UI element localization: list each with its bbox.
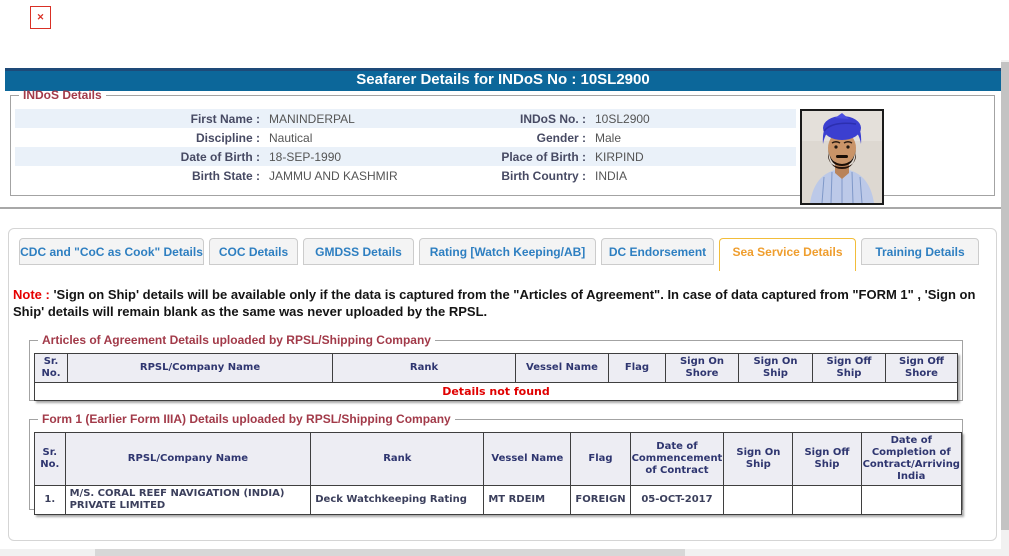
- column-header: Rank: [333, 354, 516, 383]
- empty-row: [35, 383, 958, 401]
- field-label: Date of Birth :: [180, 149, 260, 164]
- field-label: Discipline :: [195, 130, 260, 145]
- tab-coc-details[interactable]: COC Details: [209, 238, 298, 265]
- articles-header-row: [35, 354, 958, 383]
- broken-image-glyph: ✕: [36, 12, 45, 22]
- field-label: Birth State :: [191, 168, 260, 183]
- note-body: 'Sign on Ship' details will be available only if the data is captured from the "Articles of Agreement". In case of data captured from "FORM 1" , 'Sign on Ship' details will remain blank as the same was never uploaded by the RPSL.: [13, 287, 976, 320]
- empty-message: Details not found: [35, 383, 958, 401]
- table-cell-sr-no: 1.: [35, 486, 66, 515]
- field-label: Gender :: [536, 130, 586, 145]
- form1-table: [34, 432, 962, 515]
- tab-cdc-coc-as-cook-details[interactable]: CDC and "CoC as Cook" Details: [19, 238, 204, 265]
- note-label: Note :: [13, 287, 50, 302]
- field-label: First Name :: [190, 111, 260, 126]
- field-value: Nautical: [269, 130, 313, 145]
- tab-bar: [19, 238, 979, 271]
- table-cell-rank: Deck Watchkeeping Rating: [311, 486, 484, 515]
- tab-sea-service-details[interactable]: Sea Service Details: [719, 238, 856, 271]
- column-header: Flag: [571, 433, 630, 486]
- field-label: Place of Birth :: [501, 149, 586, 164]
- column-header: Sign Off Ship: [793, 433, 861, 486]
- detail-row-first-name: [15, 109, 796, 128]
- vertical-scrollbar[interactable]: [1001, 60, 1009, 556]
- column-header: RPSL/Company Name: [65, 433, 311, 486]
- field-value: MANINDERPAL: [269, 111, 355, 126]
- field-value: KIRPIND: [595, 149, 644, 164]
- table-cell-completion-date: [861, 486, 961, 515]
- vertical-scrollbar-thumb[interactable]: [1001, 62, 1009, 530]
- table-cell-flag: FOREIGN: [571, 486, 630, 515]
- column-header: Rank: [311, 433, 484, 486]
- seafarer-photo-image: [802, 111, 882, 203]
- column-header: Sign On Ship: [724, 433, 793, 486]
- articles-table: [34, 353, 958, 401]
- column-header: Sign On Shore: [666, 354, 739, 383]
- tabs-panel: [8, 228, 997, 541]
- form1-legend: Form 1 (Earlier Form IIIA) Details uploaded by RPSL/Shipping Company: [42, 412, 451, 426]
- table-cell-company: M/S. CORAL REEF NAVIGATION (INDIA) PRIVATE LIMITED: [65, 486, 311, 515]
- field-label: INDoS No. :: [520, 111, 586, 126]
- column-header: Date of Completion of Contract/Arriving India: [861, 433, 961, 486]
- column-header: Sign On Ship: [739, 354, 813, 383]
- horizontal-scrollbar-thumb[interactable]: [95, 549, 685, 556]
- column-header: Sign Off Ship: [813, 354, 886, 383]
- tab-gmdss-details[interactable]: GMDSS Details: [303, 238, 414, 265]
- detail-row-discipline: [15, 128, 796, 147]
- seafarer-photo: [800, 109, 884, 205]
- tab-dc-endorsement[interactable]: DC Endorsement: [601, 238, 714, 265]
- table-cell-vessel: MT RDEIM: [484, 486, 571, 515]
- column-header: Sr. No.: [35, 354, 68, 383]
- form1-section: [29, 412, 963, 510]
- field-value: JAMMU AND KASHMIR: [269, 168, 398, 183]
- form1-header-row: [35, 433, 962, 486]
- column-header: Date of Commencement of Contract: [630, 433, 724, 486]
- column-header: RPSL/Company Name: [68, 354, 333, 383]
- form1-data-row: [35, 486, 962, 515]
- column-header: Sign Off Shore: [886, 354, 958, 383]
- tab-training-details[interactable]: Training Details: [861, 238, 979, 265]
- section-divider: [0, 207, 1001, 209]
- detail-row-date-of-birth: [15, 147, 796, 166]
- field-value: 10SL2900: [595, 111, 650, 126]
- table-cell-sign-off-ship: [793, 486, 861, 515]
- column-header: Sr. No.: [35, 433, 66, 486]
- note-text: [13, 286, 1003, 320]
- tab-rating-watch-keeping-ab[interactable]: Rating [Watch Keeping/AB]: [419, 238, 596, 265]
- table-cell-commencement-date: 05-OCT-2017: [630, 486, 724, 515]
- field-value: INDIA: [595, 168, 628, 183]
- column-header: Flag: [609, 354, 666, 383]
- column-header: Vessel Name: [516, 354, 609, 383]
- field-value: Male: [595, 130, 622, 145]
- horizontal-scrollbar[interactable]: [0, 549, 1001, 556]
- detail-row-birth-state: [15, 166, 796, 185]
- column-header: Vessel Name: [484, 433, 571, 486]
- page-title: Seafarer Details for INDoS No : 10SL2900: [356, 71, 650, 88]
- broken-image-icon: [30, 6, 51, 29]
- articles-of-agreement-section: [29, 333, 963, 401]
- field-value: 18-SEP-1990: [269, 149, 342, 164]
- table-cell-sign-on-ship: [724, 486, 793, 515]
- indos-details-legend: INDoS Details: [23, 88, 102, 102]
- articles-legend: Articles of Agreement Details uploaded by RPSL/Shipping Company: [42, 333, 431, 347]
- field-label: Birth Country :: [501, 168, 586, 183]
